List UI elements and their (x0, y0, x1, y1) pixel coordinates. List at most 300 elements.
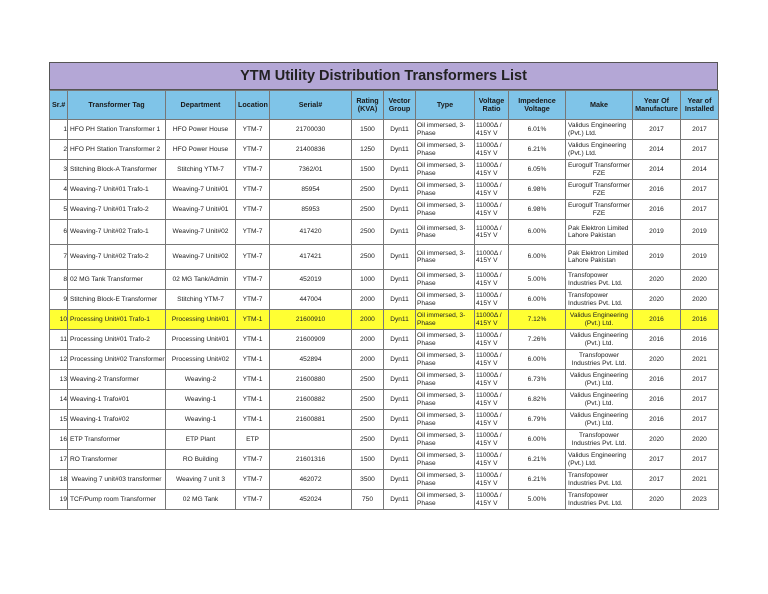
type-cell-line: Phase (417, 319, 436, 327)
year-of-manufacture-cell[interactable]: 2016 (633, 390, 681, 410)
table-row[interactable] (50, 140, 719, 160)
serial-cell[interactable]: 447004 (270, 290, 352, 310)
sr-cell[interactable]: 9 (50, 290, 68, 310)
department-cell[interactable]: Processing Unit#01 (166, 330, 236, 350)
year-of-installed-cell[interactable]: 2017 (681, 180, 719, 200)
department-cell[interactable]: Stitching YTM-7 (166, 160, 236, 180)
serial-cell[interactable]: 85954 (270, 180, 352, 200)
make-cell[interactable]: Pak Elektron Limited Lahore Pakistan (566, 245, 633, 270)
department-cell[interactable]: Weaving-7 Unit#02 (166, 220, 236, 245)
transformer-tag-cell[interactable]: Stitching Block-E Transformer (68, 290, 166, 310)
year-of-installed-cell[interactable]: 2017 (681, 390, 719, 410)
year-of-manufacture-cell[interactable]: 2017 (633, 450, 681, 470)
voltage-ratio-cell-line: 415Y V (476, 439, 498, 447)
voltage-ratio-cell-line: 415Y V (476, 169, 498, 177)
rating-cell[interactable]: 2000 (352, 290, 384, 310)
vector-group-cell[interactable]: Dyn11 (384, 220, 416, 245)
vector-group-cell[interactable]: Dyn11 (384, 470, 416, 490)
table-row[interactable] (50, 120, 719, 140)
location-cell[interactable]: YTM-7 (236, 270, 270, 290)
type-cell-line: Phase (417, 419, 436, 427)
vector-group-cell[interactable]: Dyn11 (384, 120, 416, 140)
department-cell[interactable]: Processing Unit#01 (166, 310, 236, 330)
type-cell[interactable] (416, 450, 475, 470)
voltage-ratio-cell-line: 415Y V (476, 149, 498, 157)
sr-cell[interactable]: 5 (50, 200, 68, 220)
transformer-tag-cell[interactable]: TCF/Pump room Transformer (68, 490, 166, 510)
voltage-ratio-cell[interactable] (475, 450, 509, 470)
sr-cell[interactable]: 11 (50, 330, 68, 350)
transformer-tag-cell[interactable]: ETP Transformer (68, 430, 166, 450)
impedence-voltage-cell[interactable]: 6.00% (509, 290, 566, 310)
impedence-voltage-cell[interactable]: 6.21% (509, 140, 566, 160)
voltage-ratio-cell[interactable] (475, 245, 509, 270)
voltage-ratio-cell[interactable] (475, 410, 509, 430)
impedence-voltage-cell[interactable]: 6.01% (509, 120, 566, 140)
voltage-ratio-cell[interactable] (475, 430, 509, 450)
make-cell[interactable]: Transfopower Industries Pvt. Ltd. (566, 470, 633, 490)
year-of-installed-header[interactable]: Year of Installed (681, 91, 719, 120)
serial-cell[interactable]: 7362/01 (270, 160, 352, 180)
voltage-ratio-cell[interactable] (475, 470, 509, 490)
table-row[interactable] (50, 370, 719, 390)
impedence-voltage-cell[interactable]: 7.26% (509, 330, 566, 350)
sr-cell[interactable]: 18 (50, 470, 68, 490)
impedence-voltage-cell[interactable]: 6.05% (509, 160, 566, 180)
make-cell[interactable]: Validus Engineering (Pvt.) Ltd. (566, 120, 633, 140)
transformer-tag-cell[interactable]: HFO PH Station Transformer 1 (68, 120, 166, 140)
vector-group-cell[interactable]: Dyn11 (384, 410, 416, 430)
location-cell[interactable]: YTM-1 (236, 370, 270, 390)
sr-cell[interactable]: 16 (50, 430, 68, 450)
type-cell[interactable] (416, 330, 475, 350)
type-cell[interactable] (416, 430, 475, 450)
type-cell[interactable] (416, 270, 475, 290)
make-cell[interactable]: Validus Engineering (Pvt.) Ltd. (566, 370, 633, 390)
table-row[interactable] (50, 245, 719, 270)
year-of-manufacture-cell[interactable]: 2014 (633, 160, 681, 180)
vector-group-cell[interactable]: Dyn11 (384, 330, 416, 350)
department-cell[interactable]: 02 MG Tank (166, 490, 236, 510)
year-of-manufacture-cell[interactable]: 2016 (633, 200, 681, 220)
vector-group-cell[interactable]: Dyn11 (384, 490, 416, 510)
year-of-installed-cell[interactable]: 2017 (681, 120, 719, 140)
transformer-tag-cell[interactable]: Processing Unit#02 Transformer (68, 350, 166, 370)
voltage-ratio-cell-line: 415Y V (476, 189, 498, 197)
voltage-ratio-cell-line: 11000Δ / (476, 352, 502, 359)
location-cell[interactable]: YTM-7 (236, 245, 270, 270)
vector-group-cell[interactable]: Dyn11 (384, 200, 416, 220)
table-row[interactable] (50, 350, 719, 370)
serial-cell[interactable]: 21600909 (270, 330, 352, 350)
location-cell[interactable]: YTM-7 (236, 160, 270, 180)
serial-header[interactable]: Serial# (270, 91, 352, 120)
year-of-installed-cell[interactable]: 2019 (681, 245, 719, 270)
rating-header[interactable]: Rating (KVA) (352, 91, 384, 120)
location-cell[interactable]: YTM-7 (236, 180, 270, 200)
sr-cell[interactable]: 7 (50, 245, 68, 270)
type-cell-line: Phase (417, 439, 436, 447)
year-of-installed-cell[interactable]: 2017 (681, 140, 719, 160)
sr-cell[interactable]: 12 (50, 350, 68, 370)
rating-cell[interactable]: 750 (352, 490, 384, 510)
vector-group-cell[interactable]: Dyn11 (384, 370, 416, 390)
voltage-ratio-cell-line: 415Y V (476, 399, 498, 407)
impedence-voltage-cell[interactable]: 7.12% (509, 310, 566, 330)
serial-cell[interactable]: 21600881 (270, 410, 352, 430)
location-cell[interactable]: YTM-7 (236, 140, 270, 160)
type-cell[interactable] (416, 220, 475, 245)
year-of-installed-cell[interactable]: 2020 (681, 270, 719, 290)
rating-cell[interactable]: 2500 (352, 220, 384, 245)
year-of-installed-cell[interactable]: 2020 (681, 430, 719, 450)
make-cell[interactable]: Transfopower Industries Pvt. Ltd. (566, 490, 633, 510)
rating-cell[interactable]: 1000 (352, 270, 384, 290)
year-of-manufacture-cell[interactable]: 2020 (633, 270, 681, 290)
transformer-tag-cell[interactable]: Weaving-7 Unit#01 Trafo-1 (68, 180, 166, 200)
department-cell[interactable]: Stitching YTM-7 (166, 290, 236, 310)
location-cell[interactable]: YTM-7 (236, 450, 270, 470)
make-cell[interactable]: Eurogulf Transformer FZE (566, 180, 633, 200)
voltage-ratio-cell[interactable] (475, 140, 509, 160)
vector-group-cell[interactable]: Dyn11 (384, 350, 416, 370)
department-cell[interactable]: Weaving-1 (166, 390, 236, 410)
transformer-tag-cell[interactable]: Processing Unit#01 Trafo-1 (68, 310, 166, 330)
department-cell[interactable]: Weaving-7 Unit#01 (166, 200, 236, 220)
serial-cell[interactable]: 21601316 (270, 450, 352, 470)
year-of-manufacture-cell[interactable]: 2016 (633, 370, 681, 390)
department-cell[interactable]: ETP Plant (166, 430, 236, 450)
location-cell[interactable]: YTM-7 (236, 120, 270, 140)
vector-group-cell[interactable]: Dyn11 (384, 180, 416, 200)
table-row[interactable] (50, 200, 719, 220)
year-of-installed-cell[interactable]: 2017 (681, 450, 719, 470)
vector-group-cell[interactable]: Dyn11 (384, 390, 416, 410)
table-row[interactable] (50, 270, 719, 290)
vector-group-cell[interactable]: Dyn11 (384, 270, 416, 290)
sr-cell[interactable]: 13 (50, 370, 68, 390)
transformer-tag-cell[interactable]: Weaving-2 Transformer (68, 370, 166, 390)
year-of-manufacture-cell[interactable]: 2020 (633, 290, 681, 310)
make-cell[interactable]: Eurogulf Transformer FZE (566, 160, 633, 180)
table-row[interactable] (50, 470, 719, 490)
type-cell-line: Phase (417, 129, 436, 137)
serial-cell[interactable]: 452894 (270, 350, 352, 370)
table-row[interactable] (50, 410, 719, 430)
impedence-voltage-cell[interactable]: 6.82% (509, 390, 566, 410)
location-cell[interactable]: YTM-1 (236, 330, 270, 350)
voltage-ratio-cell-line: 415Y V (476, 129, 498, 137)
type-cell[interactable] (416, 370, 475, 390)
type-cell[interactable] (416, 390, 475, 410)
impedence-voltage-cell[interactable]: 6.79% (509, 410, 566, 430)
rating-cell[interactable]: 2000 (352, 350, 384, 370)
serial-cell[interactable]: 462072 (270, 470, 352, 490)
year-of-installed-cell[interactable]: 2017 (681, 370, 719, 390)
impedence-voltage-cell[interactable]: 6.00% (509, 350, 566, 370)
sr-cell[interactable]: 1 (50, 120, 68, 140)
year-of-manufacture-cell[interactable]: 2016 (633, 180, 681, 200)
year-of-installed-cell[interactable]: 2016 (681, 330, 719, 350)
year-of-manufacture-header[interactable]: Year Of Manufacture (633, 91, 681, 120)
location-cell[interactable]: YTM-7 (236, 200, 270, 220)
location-cell[interactable]: YTM-1 (236, 410, 270, 430)
year-of-installed-cell[interactable]: 2023 (681, 490, 719, 510)
serial-cell[interactable]: 21600880 (270, 370, 352, 390)
rating-cell[interactable]: 2500 (352, 370, 384, 390)
vector-group-cell[interactable]: Dyn11 (384, 160, 416, 180)
make-cell[interactable]: Validus Engineering (Pvt.) Ltd. (566, 310, 633, 330)
make-cell[interactable]: Transfopower Industries Pvt. Ltd. (566, 270, 633, 290)
type-cell[interactable] (416, 290, 475, 310)
table-row[interactable] (50, 450, 719, 470)
make-header[interactable]: Make (566, 91, 633, 120)
transformer-tag-cell[interactable]: 02 MG Tank Transformer (68, 270, 166, 290)
rating-cell[interactable]: 1500 (352, 450, 384, 470)
location-cell[interactable]: YTM-7 (236, 490, 270, 510)
year-of-manufacture-cell[interactable]: 2016 (633, 330, 681, 350)
voltage-ratio-cell-line: 11000Δ / (476, 182, 502, 189)
year-of-manufacture-cell[interactable]: 2020 (633, 350, 681, 370)
year-of-manufacture-cell[interactable]: 2020 (633, 490, 681, 510)
table-row[interactable] (50, 490, 719, 510)
sr-cell[interactable]: 19 (50, 490, 68, 510)
year-of-manufacture-cell[interactable]: 2016 (633, 410, 681, 430)
rating-cell[interactable]: 2500 (352, 180, 384, 200)
rating-cell[interactable]: 3500 (352, 470, 384, 490)
vector-group-cell[interactable]: Dyn11 (384, 140, 416, 160)
rating-cell[interactable]: 1500 (352, 160, 384, 180)
year-of-installed-cell[interactable]: 2017 (681, 200, 719, 220)
sr-cell[interactable]: 14 (50, 390, 68, 410)
voltage-ratio-cell[interactable] (475, 200, 509, 220)
table-row[interactable] (50, 290, 719, 310)
location-cell[interactable]: YTM-7 (236, 220, 270, 245)
sr-cell[interactable]: 17 (50, 450, 68, 470)
vector-group-header[interactable]: Vector Group (384, 91, 416, 120)
impedence-voltage-cell[interactable]: 6.98% (509, 200, 566, 220)
type-cell-line: Oil immersed, 3- (417, 162, 466, 169)
serial-cell[interactable]: 85953 (270, 200, 352, 220)
impedence-voltage-cell[interactable]: 6.00% (509, 430, 566, 450)
voltage-ratio-cell-line: 415Y V (476, 359, 498, 367)
sr-cell[interactable]: 8 (50, 270, 68, 290)
impedence-voltage-cell[interactable]: 5.00% (509, 490, 566, 510)
vector-group-cell[interactable]: Dyn11 (384, 290, 416, 310)
table-row[interactable] (50, 390, 719, 410)
rating-cell[interactable]: 2500 (352, 430, 384, 450)
type-cell-line: Oil immersed, 3- (417, 272, 466, 279)
year-of-installed-cell[interactable]: 2017 (681, 410, 719, 430)
year-of-manufacture-cell[interactable]: 2014 (633, 140, 681, 160)
voltage-ratio-cell[interactable] (475, 180, 509, 200)
vector-group-cell[interactable]: Dyn11 (384, 450, 416, 470)
year-of-manufacture-cell[interactable]: 2017 (633, 470, 681, 490)
type-cell[interactable] (416, 140, 475, 160)
type-cell[interactable] (416, 180, 475, 200)
transformer-tag-cell[interactable]: Weaving-7 Unit#01 Trafo-2 (68, 200, 166, 220)
year-of-installed-cell[interactable]: 2019 (681, 220, 719, 245)
impedence-voltage-cell[interactable]: 6.73% (509, 370, 566, 390)
sr-cell[interactable]: 2 (50, 140, 68, 160)
department-cell[interactable]: RO Building (166, 450, 236, 470)
year-of-manufacture-cell[interactable]: 2019 (633, 245, 681, 270)
voltage-ratio-cell-line: 415Y V (476, 419, 498, 427)
location-header[interactable]: Location (236, 91, 270, 120)
transformer-tag-cell[interactable]: Weaving 7 unit#03 transformer (68, 470, 166, 490)
rating-cell[interactable]: 2500 (352, 245, 384, 270)
impedence-voltage-cell[interactable]: 5.00% (509, 270, 566, 290)
table-row[interactable] (50, 330, 719, 350)
table-row[interactable] (50, 310, 719, 330)
type-cell[interactable] (416, 200, 475, 220)
table-row[interactable] (50, 430, 719, 450)
department-cell[interactable]: Weaving-7 Unit#02 (166, 245, 236, 270)
department-cell[interactable]: 02 MG Tank/Admin (166, 270, 236, 290)
voltage-ratio-header[interactable]: Voltage Ratio (475, 91, 509, 120)
make-cell[interactable]: Transfopower Industries Pvt. Ltd. (566, 290, 633, 310)
location-cell[interactable]: YTM-1 (236, 350, 270, 370)
vector-group-cell[interactable]: Dyn11 (384, 430, 416, 450)
location-cell[interactable]: YTM-7 (236, 470, 270, 490)
rating-cell[interactable]: 1250 (352, 140, 384, 160)
sr-cell[interactable]: 4 (50, 180, 68, 200)
make-cell[interactable]: Validus Engineering (Pvt.) Ltd. (566, 390, 633, 410)
type-cell[interactable] (416, 310, 475, 330)
department-header[interactable]: Department (166, 91, 236, 120)
make-cell[interactable]: Validus Engineering (Pvt.) Ltd. (566, 140, 633, 160)
impedence-voltage-cell[interactable]: 6.00% (509, 245, 566, 270)
voltage-ratio-cell[interactable] (475, 220, 509, 245)
location-cell[interactable]: ETP (236, 430, 270, 450)
transformer-tag-cell[interactable]: Stitching Block-A Transformer (68, 160, 166, 180)
year-of-installed-cell[interactable]: 2016 (681, 310, 719, 330)
make-cell[interactable]: Validus Engineering (Pvt.) Ltd. (566, 330, 633, 350)
location-cell[interactable]: YTM-1 (236, 390, 270, 410)
transformer-tag-header[interactable]: Transformer Tag (68, 91, 166, 120)
rating-cell[interactable]: 2500 (352, 200, 384, 220)
type-cell[interactable] (416, 410, 475, 430)
serial-cell[interactable]: 21600882 (270, 390, 352, 410)
year-of-installed-cell[interactable]: 2021 (681, 350, 719, 370)
sr-cell[interactable]: 15 (50, 410, 68, 430)
transformer-tag-cell[interactable]: Processing Unit#01 Trafo-2 (68, 330, 166, 350)
type-cell-line: Oil immersed, 3- (417, 372, 466, 379)
voltage-ratio-cell[interactable] (475, 350, 509, 370)
voltage-ratio-cell[interactable] (475, 310, 509, 330)
serial-cell[interactable]: 21700030 (270, 120, 352, 140)
location-cell[interactable]: YTM-7 (236, 290, 270, 310)
make-cell[interactable]: Transfopower Industries Pvt. Ltd. (566, 350, 633, 370)
serial-cell[interactable]: 452019 (270, 270, 352, 290)
impedence-voltage-header[interactable]: Impedence Voltage (509, 91, 566, 120)
vector-group-cell[interactable]: Dyn11 (384, 245, 416, 270)
make-cell[interactable]: Validus Engineering (Pvt.) Ltd. (566, 410, 633, 430)
type-cell[interactable] (416, 490, 475, 510)
type-cell-line: Oil immersed, 3- (417, 492, 466, 499)
type-cell[interactable] (416, 160, 475, 180)
location-cell[interactable]: YTM-1 (236, 310, 270, 330)
voltage-ratio-cell-line: 11000Δ / (476, 202, 502, 209)
serial-cell[interactable]: 21400836 (270, 140, 352, 160)
serial-cell[interactable] (270, 430, 352, 450)
table-row[interactable] (50, 220, 719, 245)
department-cell[interactable]: HFO Power House (166, 120, 236, 140)
department-cell[interactable]: Weaving-7 Unit#01 (166, 180, 236, 200)
department-cell[interactable]: HFO Power House (166, 140, 236, 160)
rating-cell[interactable]: 2500 (352, 390, 384, 410)
department-cell[interactable]: Weaving-2 (166, 370, 236, 390)
voltage-ratio-cell[interactable] (475, 330, 509, 350)
serial-cell[interactable]: 417421 (270, 245, 352, 270)
year-of-manufacture-cell[interactable]: 2020 (633, 430, 681, 450)
make-cell[interactable]: Validus Engineering (Pvt.) Ltd. (566, 450, 633, 470)
make-cell[interactable]: Pak Elektron Limited Lahore Pakistan (566, 220, 633, 245)
voltage-ratio-cell-line: 11000Δ / (476, 472, 502, 479)
transformer-tag-cell[interactable]: HFO PH Station Transformer 2 (68, 140, 166, 160)
year-of-manufacture-cell[interactable]: 2016 (633, 310, 681, 330)
year-of-manufacture-cell[interactable]: 2017 (633, 120, 681, 140)
impedence-voltage-cell[interactable]: 6.21% (509, 470, 566, 490)
type-cell[interactable] (416, 245, 475, 270)
rating-cell[interactable]: 1500 (352, 120, 384, 140)
sr-cell[interactable]: 6 (50, 220, 68, 245)
voltage-ratio-cell[interactable] (475, 490, 509, 510)
type-cell[interactable] (416, 120, 475, 140)
department-cell[interactable]: Processing Unit#02 (166, 350, 236, 370)
type-header[interactable]: Type (416, 91, 475, 120)
transformer-tag-cell[interactable]: Weaving-7 Unit#02 Trafo-2 (68, 245, 166, 270)
department-cell[interactable]: Weaving-1 (166, 410, 236, 430)
impedence-voltage-cell[interactable]: 6.21% (509, 450, 566, 470)
serial-cell[interactable]: 417420 (270, 220, 352, 245)
table-row[interactable] (50, 160, 719, 180)
serial-cell[interactable]: 21600910 (270, 310, 352, 330)
sr-cell[interactable]: 10 (50, 310, 68, 330)
year-of-manufacture-cell[interactable]: 2019 (633, 220, 681, 245)
type-cell-line: Phase (417, 339, 436, 347)
sr-cell[interactable]: 3 (50, 160, 68, 180)
table-row[interactable] (50, 180, 719, 200)
department-cell[interactable]: Weaving 7 unit 3 (166, 470, 236, 490)
voltage-ratio-cell[interactable] (475, 390, 509, 410)
vector-group-cell[interactable]: Dyn11 (384, 310, 416, 330)
year-of-installed-cell[interactable]: 2020 (681, 290, 719, 310)
transformer-tag-cell[interactable]: Weaving-1 Trafo#02 (68, 410, 166, 430)
transformer-tag-cell[interactable]: Weaving-7 Unit#02 Trafo-1 (68, 220, 166, 245)
voltage-ratio-cell[interactable] (475, 120, 509, 140)
type-cell[interactable] (416, 470, 475, 490)
transformer-tag-cell[interactable]: RO Transformer (68, 450, 166, 470)
serial-cell[interactable]: 452024 (270, 490, 352, 510)
voltage-ratio-cell[interactable] (475, 270, 509, 290)
voltage-ratio-cell[interactable] (475, 290, 509, 310)
make-cell[interactable]: Eurogulf Transformer FZE (566, 200, 633, 220)
impedence-voltage-cell[interactable]: 6.98% (509, 180, 566, 200)
year-of-installed-cell[interactable]: 2021 (681, 470, 719, 490)
type-cell[interactable] (416, 350, 475, 370)
rating-cell[interactable]: 2000 (352, 310, 384, 330)
make-cell[interactable]: Transfopower Industries Pvt. Ltd. (566, 430, 633, 450)
voltage-ratio-cell[interactable] (475, 160, 509, 180)
impedence-voltage-cell[interactable]: 6.00% (509, 220, 566, 245)
transformer-tag-cell[interactable]: Weaving-1 Trafo#01 (68, 390, 166, 410)
year-of-installed-cell[interactable]: 2014 (681, 160, 719, 180)
rating-cell[interactable]: 2500 (352, 410, 384, 430)
voltage-ratio-cell[interactable] (475, 370, 509, 390)
rating-cell[interactable]: 2000 (352, 330, 384, 350)
sr-header[interactable]: Sr.# (50, 91, 68, 120)
